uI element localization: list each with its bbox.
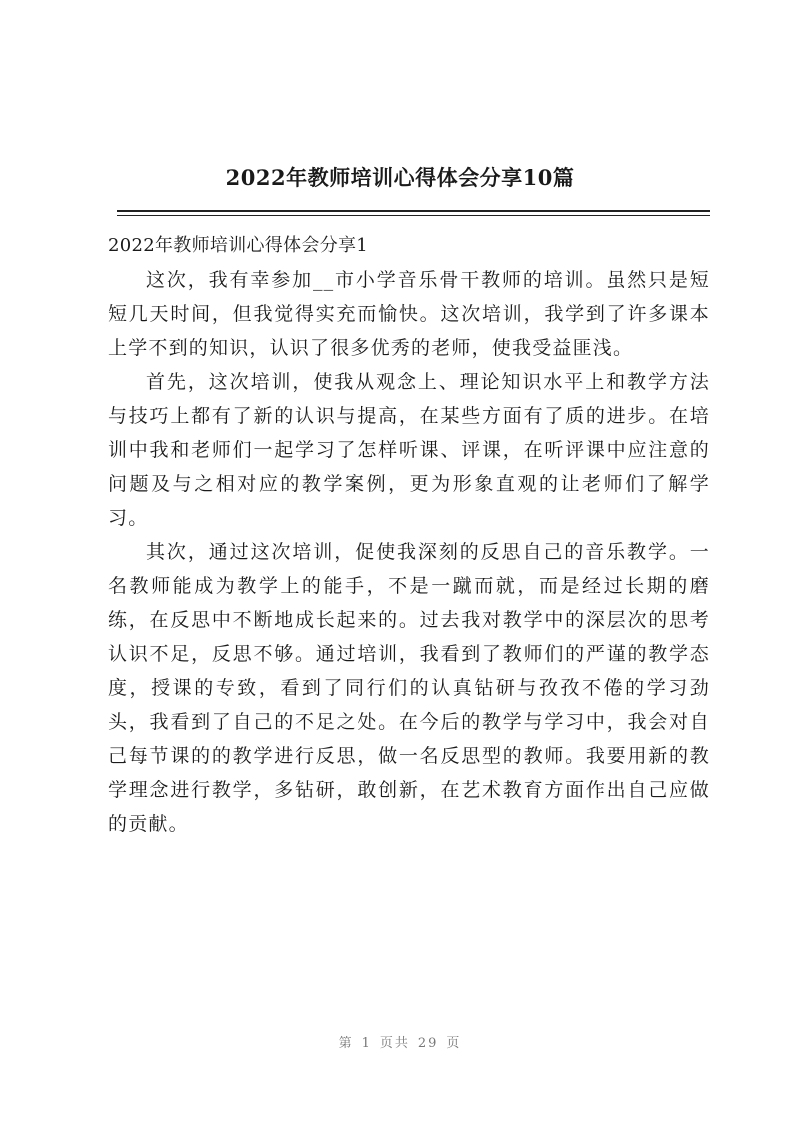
footer-middle: 页共 xyxy=(379,1036,410,1051)
footer-current-page: 1 xyxy=(361,1036,372,1051)
article-body xyxy=(108,229,710,841)
paragraph-first: 首先，这次培训，使我从观念上、理论知识水平上和教学方法与技巧上都有了新的认识与提高，在某些方面有了质的进步。在培训中我和老师们一起学习了怎样听课、评课，在听评课中应注意的问题及与之相对应的教学案例，更为形象直观的让老师们了解学习。 xyxy=(108,371,710,529)
title-divider xyxy=(117,210,710,212)
footer-suffix: 页 xyxy=(446,1036,462,1051)
footer-total-pages: 29 xyxy=(417,1036,439,1051)
paragraph-intro: 这次，我有幸参加__市小学音乐骨干教师的培训。虽然只是短短几天时间，但我觉得实充而愉快。这次培训，我学到了许多课本上学不到的知识，认识了很多优秀的老师，使我受益匪浅。 xyxy=(108,269,710,359)
page-title: 2022年教师培训心得体会分享10篇 xyxy=(225,165,575,190)
paragraph-second: 其次，通过这次培训，促使我深刻的反思自己的音乐教学。一名教师能成为教学上的能手，不是一蹴而就，而是经过长期的磨练，在反思中不断地成长起来的。过去我对教学中的深层次的思考认识不足，反思不够。通过培训，我看到了教师们的严谨的教学态度，授课的专致，看到了同行们的认真钻研与孜孜不倦的学习劲头，我看到了自己的不足之处。在今后的教学与学习中，我会对自己每节课的的教学进行反思，做一名反思型的教师。我要用新的教学理念进行教学，多钻研，敢创新，在艺术教育方面作出自己应做的贡献。 xyxy=(108,541,710,835)
footer-prefix: 第 xyxy=(338,1036,354,1051)
section-heading: 2022年教师培训心得体会分享1 xyxy=(108,235,369,256)
title-divider-thin xyxy=(117,215,710,216)
page-footer xyxy=(0,1032,800,1051)
